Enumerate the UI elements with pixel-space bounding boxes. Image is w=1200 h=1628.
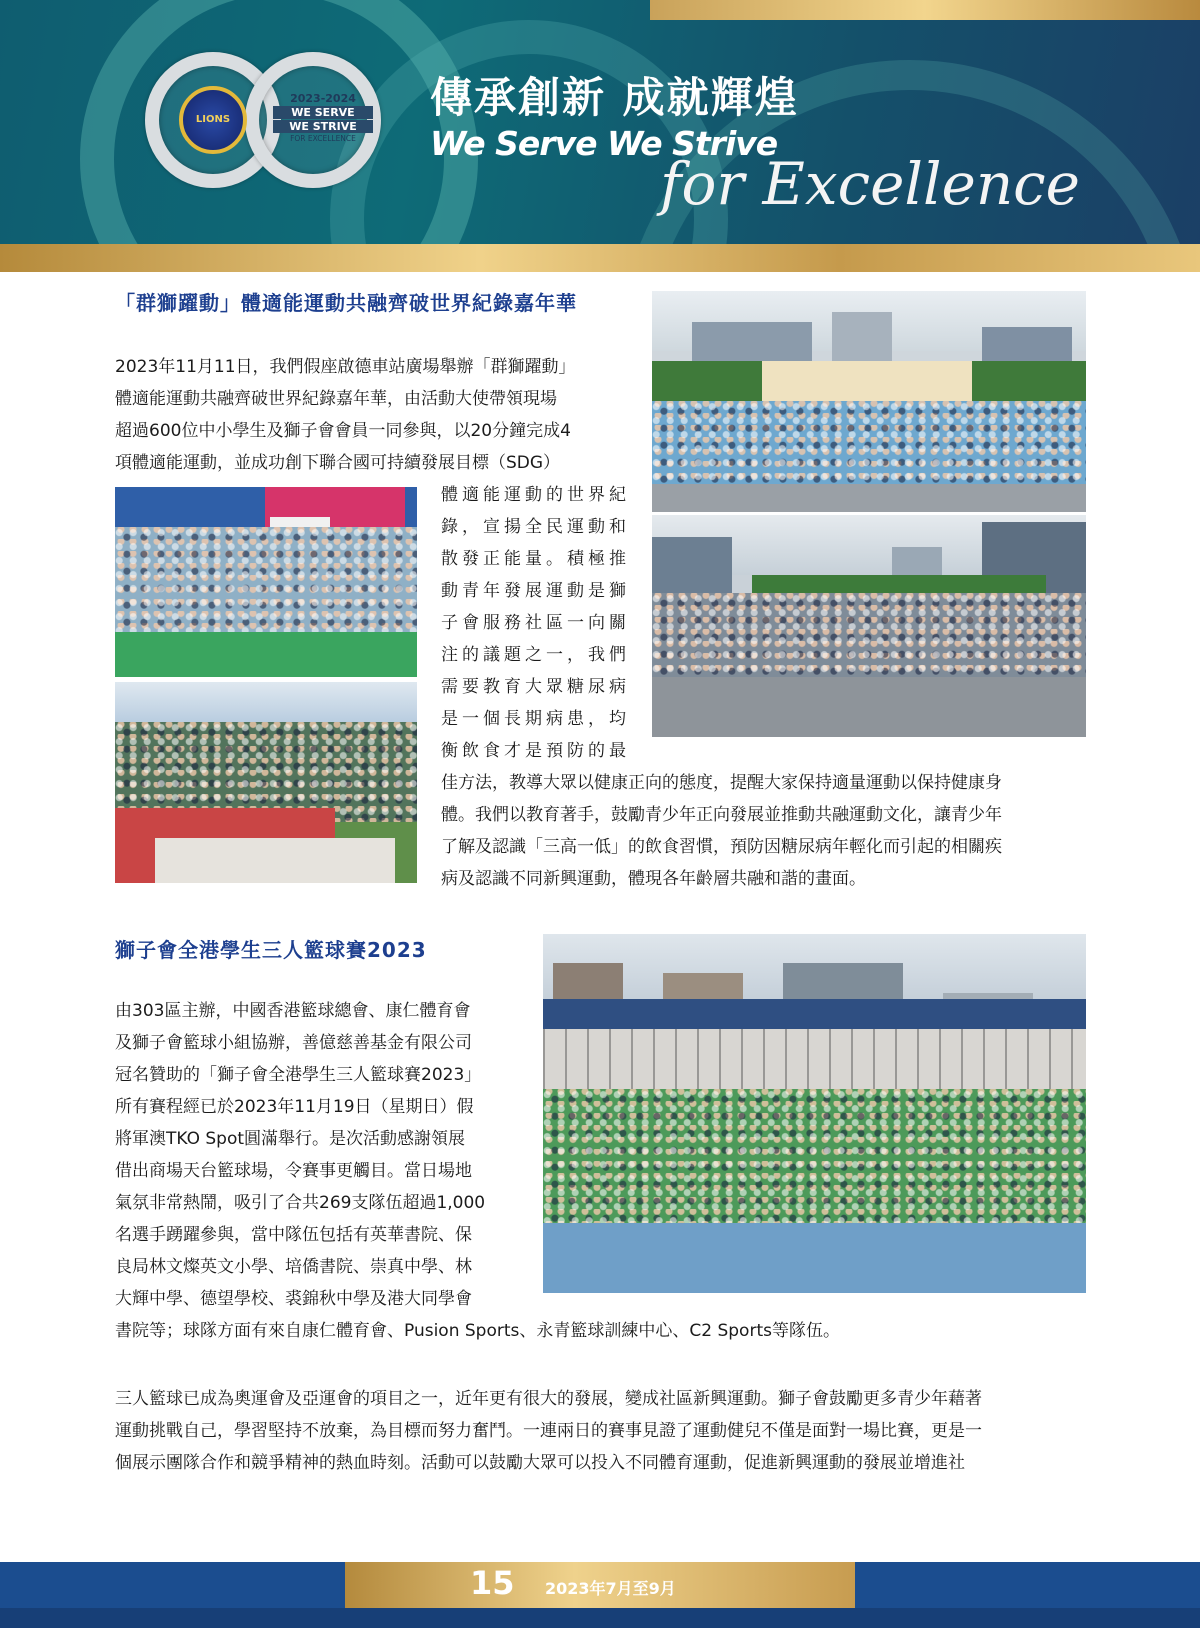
article-1-continued [441, 767, 1002, 895]
text-line: 體適能運動的世界紀 [441, 485, 630, 505]
footer-stripe [0, 1608, 1200, 1628]
text-line: 是一個長期病患，均 [441, 709, 630, 729]
text-line: 書院等；球隊方面有來自康仁體育會、Pusion Sports、永青籃球訓練中心、C2 Sports等隊伍。 [115, 1321, 840, 1341]
photo-crowd-exercise [652, 515, 1086, 737]
text-line: 由303區主辦，中國香港籃球總會、康仁體育會 [115, 1001, 471, 1021]
logo-line-1: WE SERVE [273, 106, 373, 119]
text-line: 及獅子會籃球小組協辦，善億慈善基金有限公司 [115, 1033, 472, 1053]
gold-stripe-bottom [0, 244, 1200, 272]
text-line: 借出商場天台籃球場，令賽事更觸目。當日場地 [115, 1161, 472, 1181]
text-line: 體。我們以教育著手，鼓勵青少年正向發展並推動共融運動文化，讓青少年 [441, 805, 1002, 825]
text-line: 了解及認識「三高一低」的飲食習慣，預防因糖尿病年輕化而引起的相關疾 [441, 837, 1002, 857]
text-line: 體適能運動共融齊破世界紀錄嘉年華，由活動大使帶領現場 [115, 389, 557, 409]
article-1-intro [115, 351, 576, 479]
text-line: 超過600位中小學生及獅子會會員一同參與，以20分鐘完成4 [115, 421, 571, 441]
photo-group-kaitak [652, 291, 1086, 512]
logo-tagline [273, 92, 373, 143]
text-line: 將軍澳TKO Spot圓滿舉行。是次活動感謝領展 [115, 1129, 466, 1149]
text-line: 錄，宣揚全民運動和 [441, 517, 630, 537]
logo-line-3: FOR EXCELLENCE [290, 134, 356, 143]
header-banner [0, 0, 1200, 272]
photo-basketball-group [543, 934, 1086, 1293]
lions-emblem-icon: LIONS [179, 86, 247, 154]
text-line: 個展示團隊合作和競爭精神的熱血時刻。活動可以鼓勵大眾可以投入不同體育運動，促進新興運動的發展並增進社 [115, 1453, 965, 1473]
motto-english: We Serve We Strive [430, 124, 778, 163]
motto-chinese: 傳承創新 成就輝煌 [430, 73, 799, 122]
page-number: 15 [470, 1564, 515, 1602]
text-line: 三人籃球已成為奧運會及亞運會的項目之一，近年更有很大的發展，變成社區新興運動。獅子會鼓勵更多青少年藉著 [115, 1389, 982, 1409]
article-1-column [441, 479, 630, 767]
motto-script: for Excellence [660, 150, 1080, 218]
text-line: 氣氛非常熱鬧，吸引了合共269支隊伍超過1,000 [115, 1193, 486, 1213]
article-1-title: 「群獅躍動」體適能運動共融齊破世界紀錄嘉年華 [115, 291, 577, 315]
text-line: 大輝中學、德望學校、裘錦秋中學及港大同學會 [115, 1289, 472, 1309]
text-line: 散發正能量。積極推 [441, 549, 630, 569]
text-line: 佳方法，教導大眾以健康正向的態度，提醒大家保持適量運動以保持健康身 [441, 773, 1002, 793]
text-line: 名選手踴躍參與，當中隊伍包括有英華書院、保 [115, 1225, 472, 1245]
text-line: 良局林文燦英文小學、培僑書院、崇真中學、林 [115, 1257, 472, 1277]
gold-stripe-top [650, 0, 1200, 20]
logo-line-2: WE STRIVE [273, 120, 373, 133]
text-line: 衡飲食才是預防的最 [441, 741, 630, 761]
text-line: 運動挑戰自己，學習堅持不放棄，為目標而努力奮鬥。一連兩日的賽事見證了運動健兒不僅是面對一場比賽，更是一 [115, 1421, 982, 1441]
text-line: 2023年11月11日，我們假座啟德車站廣場舉辦「群獅躍動」 [115, 357, 576, 377]
photo-health-booth [115, 487, 417, 677]
logo-year: 2023-2024 [290, 92, 356, 105]
text-line: 項體適能運動，並成功創下聯合國可持續發展目標（SDG） [115, 453, 561, 473]
text-line: 病及認識不同新興運動，體現各年齡層共融和諧的畫面。 [441, 869, 866, 889]
text-line: 動青年發展運動是獅 [441, 581, 630, 601]
photo-snack-table [115, 682, 417, 883]
text-line: 注的議題之一，我們 [441, 645, 630, 665]
text-line: 冠名贊助的「獅子會全港學生三人籃球賽2023」 [115, 1065, 482, 1085]
article-2-paragraph-2 [115, 1383, 982, 1479]
issue-date: 2023年7月至9月 [545, 1579, 676, 1598]
text-line: 子會服務社區一向關 [441, 613, 630, 633]
article-2-title: 獅子會全港學生三人籃球賽2023 [115, 938, 427, 962]
text-line: 需要教育大眾糖尿病 [441, 677, 630, 697]
text-line: 所有賽程經已於2023年11月19日（星期日）假 [115, 1097, 474, 1117]
lions-60th-logo [145, 52, 385, 192]
